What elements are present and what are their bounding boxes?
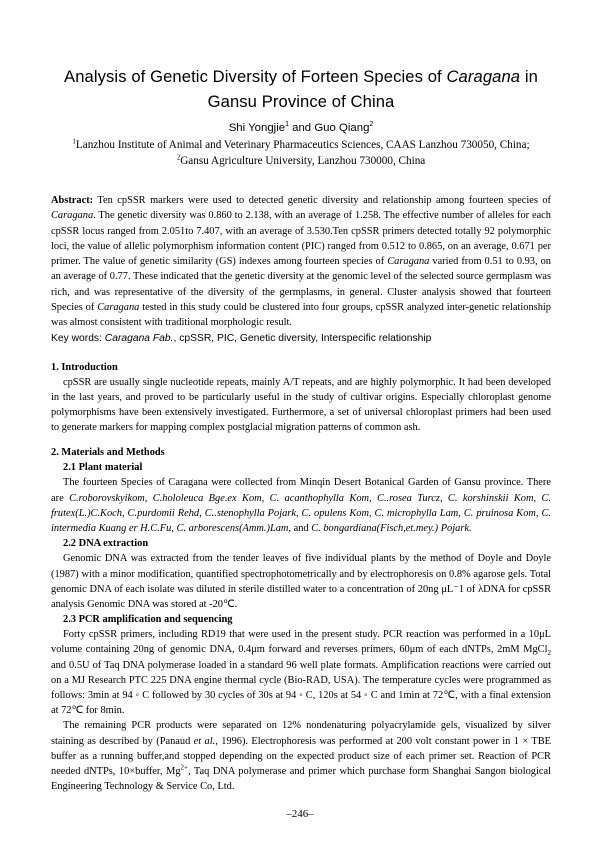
dna-extraction-heading: 2.2 DNA extraction xyxy=(63,538,149,550)
keywords-rest: , cpSSR, PIC, Genetic diversity, Interspecific relationship xyxy=(173,332,432,344)
pcr-paragraph-2 xyxy=(51,718,551,794)
species-last: C. bongardiana(Fisch,et.mey.) Pojark. xyxy=(311,523,472,535)
species-list: C.roborovskyikom, C.hololeuca Bge.ex Kom, C. acanthophylla Kom, C..rosea Turcz, C. korshinskii Kom, C. frutex(L.)C.Koch, C.purdomii Rehd, C..stenophylla Pojark, C. opulens Kom, C. microphylla Lam, C. pruinosa Kom, C. intermedia Kuang er H.C.Fu, C. arborescens(Amm.)Lam, xyxy=(51,492,551,535)
authors xyxy=(51,121,551,135)
affil-2-sup: 2 xyxy=(176,153,181,162)
intro-paragraph: cpSSR are usually single nucleotide repeats, mainly A/T repeats, and are highly polymorphic. It had been developed in the last years, and proved to be particularly useful in the study of cultivar origins. Especially chloroplast genome polymorphisms have been extensively investigated. Furthermore, a set of universal chloroplast primers had been used to generate markers for mapping complex postglacial migration patterns of common ash. xyxy=(51,376,551,434)
affiliations xyxy=(51,137,551,169)
plant-material-heading: 2.1 Plant material xyxy=(63,462,143,474)
plant-material-text: The fourteen Species of Caragana were collected from Minqin Desert Botanical Garden of Gansu province. There are xyxy=(51,477,551,504)
author-2: Guo Qiang xyxy=(314,122,370,134)
author-2-sup: 2 xyxy=(369,121,374,129)
pcr-p2-etal: et al., xyxy=(193,735,218,747)
methods-heading: 2. Materials and Methods xyxy=(51,447,165,459)
mg-sup: 2+ xyxy=(180,763,188,772)
plant-material-paragraph xyxy=(51,475,551,536)
dna-extraction-paragraph: Genomic DNA was extracted from the tender leaves of five individual plants by the method of Doyle and Doyle (1987) with a minor modification, quantified spectrophotometrically and by electrophoresis on 0.8% agarose gels. Total genomic DNA of each isolate was diluted in sterile distilled water to a concentration of 20ng μL⁻1 of λDNA for cpSSR analysis Genomic DNA was stored at -20℃. xyxy=(51,553,551,610)
pcr-p2-text-3: , Taq DNA polymerase and primer which purchase form Shanghai Sangon biological Engineering Technology & Service Co, Ltd. xyxy=(51,765,551,793)
abstract-label: Abstract: xyxy=(51,195,94,206)
abstract xyxy=(51,193,551,331)
author-1: Shi Yongjie xyxy=(228,122,286,134)
abstract-text-1: Ten cpSSR markers were used to detected genetic diversity and relationship among fourteen species of xyxy=(93,195,551,206)
abstract-text-2: . The genetic diversity was 0.860 to 2.138, with an average of 1.258. The effective number of alleles for each cpSSR locus ranged from 2.051to 7.407, with an average of 3.530.Ten cpSSR primers detected totally 92 polymorphic loci, the value of allelic polymorphism information content (PIC) ranged from 0.512 to 0.865, on an average, 0.671 per primer. The value of genetic similarity (GS) indexes among fourteen species of xyxy=(51,210,551,268)
title-genus: Caragana xyxy=(446,67,521,86)
abstract-text-4: tested in this study could be clustered into four groups, cpSSR analyzed inter-genetic relationship was almost consistent with traditional morphologic result. xyxy=(51,302,551,329)
species-and: and xyxy=(291,523,312,535)
title-line1-post: in xyxy=(520,67,538,86)
abstract-genus-2: Caragana xyxy=(387,256,430,268)
abstract-genus-3: Caragana xyxy=(97,302,140,314)
spacer xyxy=(51,435,551,445)
paper-title xyxy=(51,64,551,114)
spacer xyxy=(51,346,551,360)
pcr-paragraph-1 xyxy=(51,627,551,718)
author-1-sup: 1 xyxy=(285,121,289,129)
affil-1: Lanzhou Institute of Animal and Veterinary Pharmaceutics Sciences, CAAS Lanzhou 730050, China; xyxy=(75,139,530,151)
title-line1-pre: Analysis of Genetic Diversity of Forteen Species of xyxy=(64,67,447,86)
keywords-genus: Caragana Fab. xyxy=(104,332,174,344)
pcr-p2-text-1: The remaining PCR products were separated on 12% nondenaturing polyacrylamide gels, visualized by silver staining as described by (Panaud xyxy=(51,720,551,747)
intro-heading: 1. Introduction xyxy=(51,361,118,373)
abstract-text-3: varied from 0.51 to 0.93, on an average of 0.77. These indicated that the genetic diversity at the genomic level of the selected source germplasm was rich, and was representative of the diversity of the germplasms, in general. Cluster analysis showed that fourteen Species of xyxy=(51,256,551,314)
abstract-genus-1: Caragana xyxy=(51,210,94,222)
affil-2: Gansu Agriculture University, Lanzhou 730000, China xyxy=(180,155,426,167)
pcr-heading: 2.3 PCR amplification and sequencing xyxy=(63,614,233,626)
title-line2: Gansu Province of China xyxy=(207,92,395,111)
authors-and: and xyxy=(288,122,315,134)
page-number: –246– xyxy=(286,808,314,820)
affil-1-sup: 1 xyxy=(72,137,76,146)
keywords xyxy=(51,331,551,346)
keywords-label: Key words: xyxy=(51,332,105,344)
pcr-text-2: and 0.5U of Taq DNA polymerase loaded in a standard 96 well plate formats. Amplification reactions were carried out on a MJ Research PTC 225 DNA engine thermal cycle (Bio-RAD, USA). The temperature cycles were programmed as follows: 3min at 94 ◦ C followed by 30 cycles of 30s at 94 ◦ C, 120s at 54 ◦ C and 1min at 72℃, with a final extension at 72℃ for 8min. xyxy=(51,659,551,717)
mgcl-sub: 2 xyxy=(547,649,551,658)
pcr-text-1: Forty cpSSR primers, including RD19 that were used in the present study. PCR reaction was performed in a 10μL volume containing 20ng of genomic DNA, 0.4μm forward and reverses primers, 60μm of each dNTPs, 2mM MgCl xyxy=(51,629,551,656)
pcr-p2-text-2: 1996). Electrophoresis was performed at 200 volt constant power in 1 × TBE buffer as a running buffer,and stopped depending on the expected product size of each primer set. Reaction of PCR needed dNTPs, 10×buffer, Mg xyxy=(51,735,551,777)
